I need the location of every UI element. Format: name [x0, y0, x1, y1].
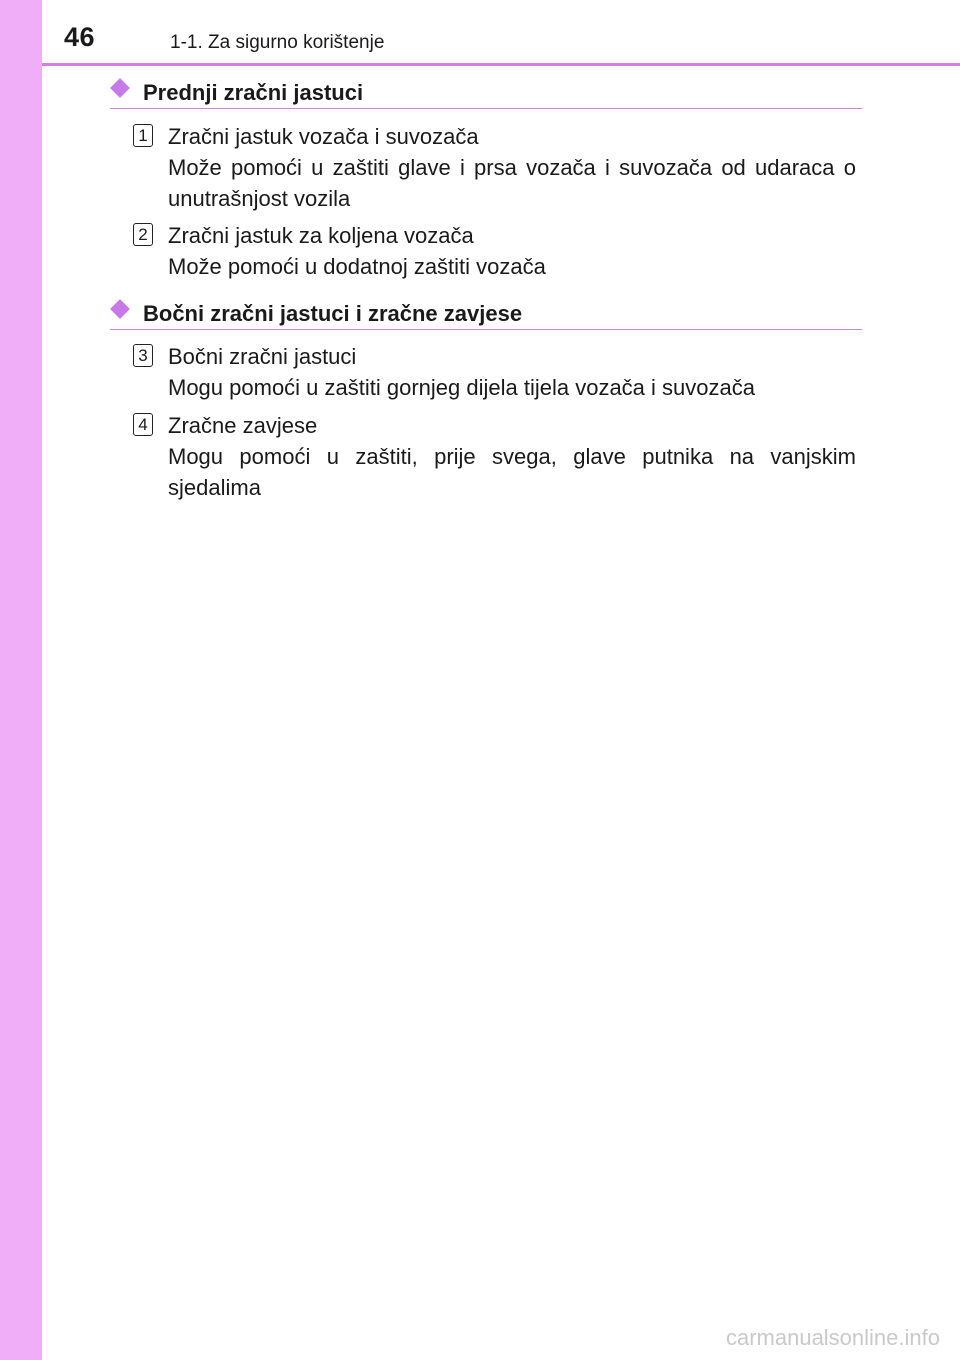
list-item: [130, 121, 856, 214]
item-title: Bočni zračni jastuci: [168, 344, 357, 369]
number-1-icon: 1: [133, 124, 153, 147]
list-item: [130, 341, 856, 403]
item-description: Mogu pomoći u zaštiti gornjeg dijela tijela vozača i suvozača: [168, 375, 755, 400]
section-heading-text: Prednji zračni jastuci: [143, 80, 364, 105]
list-item: [130, 220, 856, 282]
diamond-icon: [110, 299, 130, 319]
side-band: [0, 0, 42, 1360]
watermark: carmanualsonline.info: [725, 1325, 940, 1350]
item-title: Zračni jastuk vozača i suvozača: [168, 124, 479, 149]
item-description: Mogu pomoći u zaštiti, prije svega, glave putnika na vanjskim sjedalima: [168, 444, 856, 500]
diamond-icon: [110, 78, 130, 98]
header-rule: [42, 63, 960, 66]
section-heading-side-airbags: [110, 299, 862, 330]
number-4-icon: 4: [133, 413, 153, 436]
list-item: [130, 410, 856, 503]
item-title: Zračni jastuk za koljena vozača: [168, 223, 474, 248]
number-3-icon: 3: [133, 344, 153, 367]
section-heading-front-airbags: [110, 78, 862, 109]
item-description: Može pomoći u zaštiti glave i prsa vozača i suvozača od udaraca o unutrašnjost vozila: [168, 155, 856, 211]
chapter-title: 1-1. Za sigurno korištenje: [170, 32, 385, 53]
item-title: Zračne zavjese: [168, 413, 318, 438]
page-number: 46: [64, 22, 96, 52]
section-heading-text: Bočni zračni jastuci i zračne zavjese: [143, 301, 523, 326]
number-2-icon: 2: [133, 223, 153, 246]
item-description: Može pomoći u dodatnoj zaštiti vozača: [168, 254, 546, 279]
